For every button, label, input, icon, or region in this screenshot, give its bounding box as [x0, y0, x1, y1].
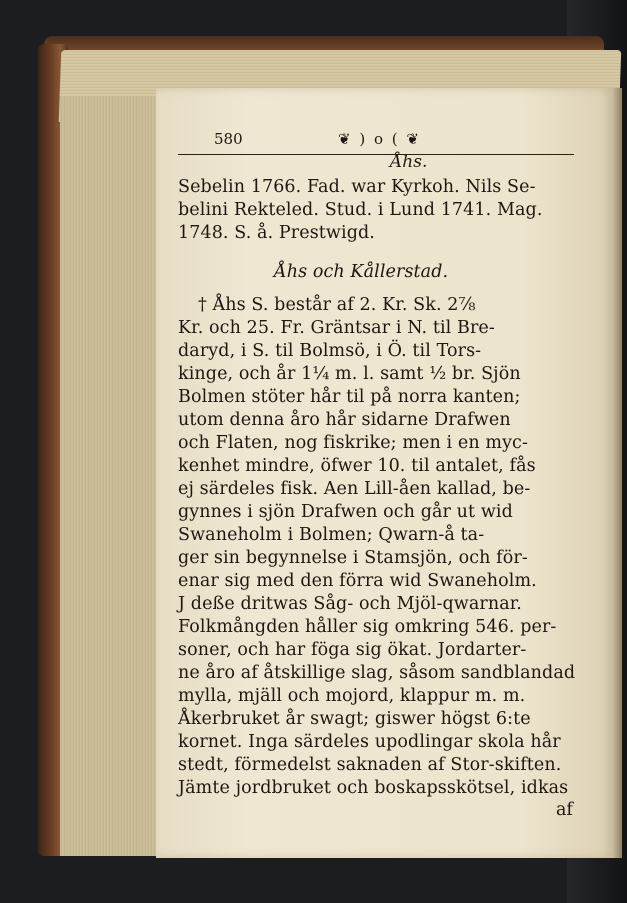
text-line: † Åhs S. består af 2. Kr. Sk. 2⅞: [198, 295, 476, 315]
text-line: mylla, mjäll och mojord, klappur m. m.: [178, 686, 526, 706]
text-line: 1748. S. å. Prestwigd.: [178, 223, 375, 243]
text-line: J deße dritwas Såg- och Mjöl-qwarnar.: [178, 594, 522, 614]
text-line: Jämte jordbruket och boskapsskötsel, idkas: [178, 778, 569, 798]
text-line: enar sig med den förra wid Swaneholm.: [178, 571, 537, 591]
page-text: [178, 128, 598, 820]
text-line: utom denna åro hår sidarne Drafwen: [178, 410, 511, 430]
text-line: gynnes i sjön Drafwen och går ut wid: [178, 502, 513, 522]
text-line: Sebelin 1766. Fad. war Kyrkoh. Nils Se-: [178, 177, 536, 197]
text-line: daryd, i S. til Bolmsö, i Ö. til Tors-: [178, 341, 482, 361]
text-line: ne åro af åtskillige slag, såsom sandblandad: [178, 663, 576, 683]
text-line: Kr. och 25. Fr. Gräntsar i N. til Bre-: [178, 318, 495, 338]
text-line: stedt, förmedelst saknaden af Stor-skiften.: [178, 755, 562, 775]
page-gutter: [612, 88, 622, 858]
text-line: ger sin begynnelse i Stamsjön, och för-: [178, 548, 528, 568]
text-line: ej särdeles fisk. Aen Lill-åen kallad, be-: [178, 479, 531, 499]
text-line: Bolmen stöter hår til på norra kanten;: [178, 387, 521, 407]
catchword: af: [556, 800, 573, 820]
text-line: Swaneholm i Bolmen; Qwarn-å ta-: [178, 525, 485, 545]
header-ornament: ❦ ) o ( ❦: [338, 130, 421, 148]
text-line: soner, och har föga sig ökat. Jordarter-: [178, 640, 527, 660]
text-line: kornet. Inga särdeles upodlingar skola hår: [178, 732, 561, 752]
page-header: [178, 128, 574, 155]
text-line: Folkmångden håller sig omkring 546. per-: [178, 617, 557, 637]
running-head: Åhs.: [390, 152, 428, 172]
text-line: belini Rekteled. Stud. i Lund 1741. Mag.: [178, 200, 543, 220]
text-line: kinge, och år 1¼ m. l. samt ½ br. Sjön: [178, 364, 521, 384]
text-line: Åkerbruket år swagt; giswer högst 6:te: [178, 709, 531, 729]
text-line: kenhet mindre, öfwer 10. til antalet, fås: [178, 456, 536, 476]
text-line: och Flaten, nog fiskrike; men i en myc-: [178, 433, 528, 453]
page-number: 580: [214, 130, 243, 148]
section-heading: Åhs och Kållerstad.: [274, 262, 449, 282]
